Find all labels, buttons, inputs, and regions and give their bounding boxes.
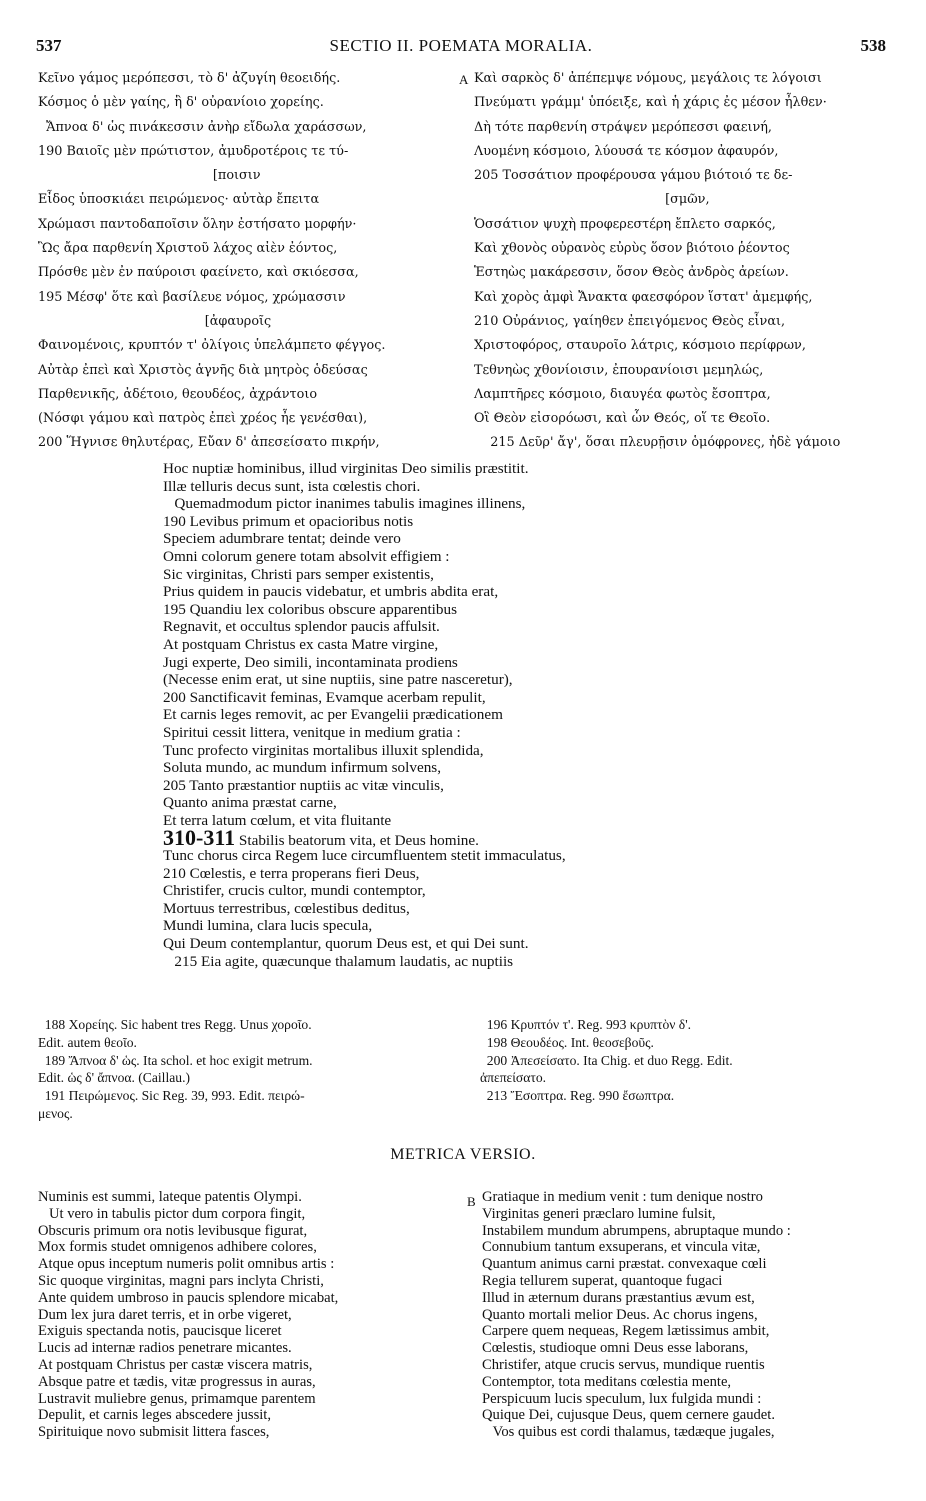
greek-verse-line: Ἄπνοα δ' ὡς πινάκεσσιν ἀνὴρ εἴδωλα χαράσσων, bbox=[38, 119, 367, 135]
metrica-verse-line: Gratiaque in medium venit : tum denique nostro bbox=[482, 1189, 763, 1205]
metrica-verse-line: Quique Dei, cujusque Deus, quem cernere gaudet. bbox=[482, 1407, 775, 1424]
latin-prose-text: Stabilis beatorum vita, et Deus homine. bbox=[238, 832, 479, 850]
metrica-verse-line: Regia tellurem superat, quantoque fugaci bbox=[482, 1272, 723, 1289]
latin-prose-line: 195 Quandiu lex coloribus obscure apparentibus bbox=[163, 600, 457, 618]
greek-text-left-column bbox=[38, 67, 458, 456]
footnote-line: 198 Θεουδέος. Int. θεοσεβοῦς. bbox=[480, 1034, 654, 1050]
latin-prose-line: Tunc chorus circa Regem luce circumfluentem stetit immaculatus, bbox=[163, 847, 566, 865]
metrica-verse-line: Quantum animus carni præstat. convexaque cœli bbox=[482, 1256, 767, 1273]
latin-prose-line bbox=[163, 825, 723, 851]
metrica-verse-line: Atque opus inceptum numeris polit omnibus artis : bbox=[38, 1256, 335, 1273]
metrica-verse-line: At postquam Christus per castæ viscera matris, bbox=[38, 1356, 313, 1373]
latin-prose-line: Sic virginitas, Christi pars semper existentis, bbox=[163, 565, 434, 583]
latin-prose-line: 210 Cœlestis, e terra properans fieri Deus, bbox=[163, 864, 420, 882]
latin-prose-line: Et carnis leges removit, ac per Evangelii prædicationem bbox=[163, 706, 503, 724]
metrica-verse-line: Illud in æternum durans præstantius ævum est, bbox=[482, 1289, 755, 1306]
metrica-verse-line: Obscuris primum ora notis levibusque figurat, bbox=[38, 1222, 308, 1239]
greek-verse-line: Χριστοφόρος, σταυροῖο λάτρις, κόσμοιο περίφρων, bbox=[474, 338, 806, 354]
latin-prose-line: Prius quidem in paucis videbatur, et umbris abdita erat, bbox=[163, 583, 499, 601]
column-reference: 310-311 bbox=[163, 825, 236, 851]
greek-verse-line: [ἀφαυροῖς bbox=[38, 313, 272, 329]
greek-verse-line: [σμῶν, bbox=[474, 192, 710, 208]
greek-verse-line: Καὶ σαρκὸς δ' ἀπέπεμψε νόμους, μεγάλοις τε λόγοισι bbox=[474, 71, 822, 86]
metrica-verse-line: Virginitas generi præclaro lumine fulsit, bbox=[482, 1205, 716, 1222]
metrica-verse-line: Spirituique novo submisit littera fasces, bbox=[38, 1424, 270, 1441]
latin-prose-line: Jugi experte, Deo simili, incontaminata prodiens bbox=[163, 653, 458, 671]
footnote-line: 188 Χορείης. Sic habent tres Regg. Unus χοροῖο. bbox=[38, 1017, 312, 1032]
greek-verse-line: Πρόσθε μὲν ἐν παύροισι φαείνετο, καὶ σκιόεσσα, bbox=[38, 265, 359, 281]
greek-verse-line: Παρθενικῆς, ἀδέτοιο, θεουδέος, ἀχράντοιο bbox=[38, 386, 318, 402]
latin-prose-line: Regnavit, et occultus splendor paucis affulsit. bbox=[163, 618, 440, 636]
metrica-versio-title: METRICA VERSIO. bbox=[390, 1146, 536, 1163]
metrica-verse-line: Dum lex jura daret terris, et in orbe vigeret, bbox=[38, 1306, 292, 1323]
latin-prose-line: Qui Deum contemplantur, quorum Deus est, et qui Dei sunt. bbox=[163, 935, 529, 953]
footnote-line: Edit. autem θεοῖο. bbox=[38, 1034, 137, 1050]
greek-verse-line: 190 Βαιοῖς μὲν πρώτιστον, ἀμυδροτέροις τε τύ- bbox=[38, 143, 349, 159]
footnote-line: μενος. bbox=[38, 1105, 73, 1121]
metrica-versio-left-column bbox=[38, 1189, 468, 1441]
greek-verse-line: Οἳ Θεὸν εἰσορόωσι, καὶ ὧν Θεός, οἵ τε Θεοῖο. bbox=[474, 411, 771, 427]
running-header bbox=[36, 36, 886, 60]
footnote-line: 213 Ἔσοπτρα. Reg. 990 ἔσωπτρα. bbox=[480, 1088, 675, 1104]
latin-prose-line: Tunc profecto virginitas mortalibus illuxit splendida, bbox=[163, 741, 484, 759]
metrica-verse-line: Christifer, atque crucis servus, mundique ruentis bbox=[482, 1356, 765, 1373]
metrica-verse-line: Ut vero in tabulis pictor dum corpora fingit, bbox=[38, 1205, 306, 1222]
metrica-verse-line: Vos quibus est cordi thalamus, tædæque jugales, bbox=[482, 1424, 775, 1441]
greek-verse-line: (Νόσφι γάμου καὶ πατρὸς ἐπεὶ χρέος ἦε γενέσθαι), bbox=[38, 411, 368, 427]
latin-prose-line: Speciem adumbrare tentat; deinde vero bbox=[163, 530, 401, 548]
greek-verse-line: 215 Δεῦρ' ἄγ', ὅσαι πλευρῇσιν ὁμόφρονες, ἠδὲ γάμοιο bbox=[474, 435, 841, 451]
latin-prose-line: (Necesse enim erat, ut sine nuptiis, sine patre nasceretur), bbox=[163, 671, 513, 689]
greek-verse-line: Φαινομένοις, κρυπτόν τ' ὀλίγοις ὑπελάμπετο φέγγος. bbox=[38, 338, 386, 354]
footnotes-left-column bbox=[38, 1016, 468, 1123]
footnote-line: ἀπεπείσατο. bbox=[480, 1070, 547, 1086]
metrica-verse-line: Contemptor, tota meditans cœlestia mente, bbox=[482, 1373, 732, 1390]
latin-prose-line: Christifer, crucis cultor, mundi contemptor, bbox=[163, 882, 426, 900]
latin-prose-line: Et terra latum cœlum, et vita fluitante bbox=[163, 811, 392, 829]
column-marker-a: A bbox=[459, 72, 469, 87]
metrica-verse-line: Mox formis studet omnigenos adhibere colores, bbox=[38, 1239, 317, 1256]
greek-verse-line: Καὶ χθονὸς οὐρανὸς εὐρὺς ὅσον βιότοιο ῥέοντος bbox=[474, 241, 790, 257]
latin-prose-line: At postquam Christus ex casta Matre virgine, bbox=[163, 635, 439, 653]
latin-prose-line: Soluta mundo, ac mundum infirmum solvens, bbox=[163, 759, 441, 777]
metrica-verse-line: Depulit, et carnis leges abscedere jussit, bbox=[38, 1407, 272, 1424]
metrica-verse-line: Carpere quem nequeas, Regem lætissimus ambit, bbox=[482, 1323, 770, 1340]
metrica-verse-line: Connubium tantum exsuperans, et vincula vitæ, bbox=[482, 1239, 761, 1256]
section-title: SECTIO II. POEMATA MORALIA. bbox=[329, 36, 593, 55]
latin-prose-translation bbox=[163, 460, 723, 970]
latin-prose-line: 215 Eia agite, quæcunque thalamum laudatis, ac nuptiis bbox=[163, 952, 514, 970]
page-number-right: 538 bbox=[860, 36, 886, 55]
metrica-verse-line: Quanto mortali melior Deus. Ac chorus ingens, bbox=[482, 1306, 758, 1323]
metrica-versio-right-column bbox=[482, 1189, 902, 1441]
footnote-line: Edit. ὡς δ' ἄπνοα. (Caillau.) bbox=[38, 1070, 190, 1086]
greek-verse-line: Ἑστηὼς μακάρεσσιν, ὅσον Θεὸς ἀνδρὸς ἀρείων. bbox=[474, 265, 789, 281]
metrica-verse-line: Cœlestis, studioque omni Deus esse laborans, bbox=[482, 1340, 749, 1357]
greek-verse-line: Καὶ χορὸς ἀμφὶ Ἄνακτα φαεσφόρον ἵστατ' ἀμεμφής, bbox=[474, 289, 813, 305]
greek-verse-line: Λαμπτῆρες κόσμοιο, διαυγέα φωτὸς ἔσοπτρα, bbox=[474, 386, 771, 402]
page-number-left: 537 bbox=[36, 36, 62, 55]
greek-verse-line: Ὣς ἄρα παρθενίη Χριστοῦ λάχος αἰὲν ἐόντος, bbox=[38, 241, 338, 257]
latin-prose-line: 200 Sanctificavit feminas, Evamque acerbam repulit, bbox=[163, 688, 486, 706]
greek-verse-line: Δὴ τότε παρθενίη στράψεν μερόπεσσι φαεινή, bbox=[474, 119, 773, 135]
metrica-verse-line: Sic quoque virginitas, magni pars inclyta Christi, bbox=[38, 1272, 324, 1289]
latin-prose-line: Quanto anima præstat carne, bbox=[163, 794, 337, 812]
metrica-verse-line: Ante quidem umbroso in paucis splendore micabat, bbox=[38, 1289, 339, 1306]
greek-verse-line: 205 Τοσσάτιον προφέρουσα γάμου βιότοιό τε δε- bbox=[474, 168, 793, 184]
metrica-verse-line: Perspicuum lucis speculum, lux fulgida mundi : bbox=[482, 1390, 762, 1407]
metrica-verse-line: Exiguis spectanda notis, paucisque liceret bbox=[38, 1323, 282, 1340]
footnote-line: 191 Πειρώμενος. Sic Reg. 39, 993. Edit. πειρώ- bbox=[38, 1088, 305, 1104]
latin-prose-line: Mortuus terrestribus, cœlestibus deditus, bbox=[163, 899, 410, 917]
footnote-line: 189 Ἄπνοα δ' ὡς. Ita schol. et hoc exigit metrum. bbox=[38, 1052, 313, 1068]
greek-verse-line: Κεῖνο γάμος μερόπεσσι, τὸ δ' ἀζυγίη θεοειδής. bbox=[38, 71, 341, 86]
latin-prose-line: 190 Levibus primum et opacioribus notis bbox=[163, 512, 414, 530]
greek-verse-line: Εἶδος ὑποσκιάει πειρώμενος· αὐτὰρ ἔπειτα bbox=[38, 192, 320, 208]
footnote-line: 196 Κρυπτόν τ'. Reg. 993 κρυπτὸν δ'. bbox=[480, 1017, 692, 1032]
greek-verse-line: [ποισιν bbox=[38, 168, 261, 184]
latin-prose-line: 205 Tanto præstantior nuptiis ac vitæ vinculis, bbox=[163, 776, 444, 794]
metrica-verse-line: Absque patre et tædis, vitæ progressus in auras, bbox=[38, 1373, 316, 1390]
latin-prose-line: Mundi lumina, clara lucis specula, bbox=[163, 917, 373, 935]
metrica-verse-line: Lucis ad internæ radios penetrare micantes. bbox=[38, 1340, 292, 1357]
greek-verse-line: Αὐτὰρ ἐπεὶ καὶ Χριστὸς ἁγνῆς διὰ μητρὸς ὁδεύσας bbox=[38, 362, 368, 378]
latin-prose-line: Omni colorum genere totam absolvit effigiem : bbox=[163, 547, 450, 565]
metrica-verse-line: Lustravit muliebre genus, primamque parentem bbox=[38, 1390, 316, 1407]
latin-prose-line: Hoc nuptiæ hominibus, illud virginitas Deo similis præstitit. bbox=[163, 460, 529, 477]
greek-verse-line: Ὁσσάτιον ψυχὴ προφερεστέρη ἔπλετο σαρκός, bbox=[474, 216, 776, 232]
latin-prose-line: Illæ telluris decus sunt, ista cœlestis chori. bbox=[163, 477, 421, 495]
footnote-line: 200 Ἀπεσείσατο. Ita Chig. et duo Regg. Edit. bbox=[480, 1052, 733, 1068]
footnotes-right-column bbox=[480, 1016, 900, 1105]
greek-verse-line: 200 Ἥγνισε θηλυτέρας, Εὔαν δ' ἀπεσείσατο πικρήν, bbox=[38, 435, 380, 451]
latin-prose-line: Quemadmodum pictor inanimes tabulis imagines illinens, bbox=[163, 495, 526, 513]
greek-verse-line: Χρώμασι παντοδαποῖσιν ὅλην ἐστήσατο μορφήν· bbox=[38, 216, 357, 232]
greek-verse-line: 195 Μέσφ' ὅτε καὶ βασίλευε νόμος, χρώμασσιν bbox=[38, 289, 346, 305]
latin-prose-line: Spiritui cessit littera, venitque in medium gratia : bbox=[163, 723, 461, 741]
metrica-verse-line: Numinis est summi, lateque patentis Olympi. bbox=[38, 1189, 302, 1205]
greek-verse-line: Κόσμος ὁ μὲν γαίης, ἣ δ' οὐρανίοιο χορείης. bbox=[38, 95, 324, 111]
greek-verse-line: Πνεύματι γράμμ' ὑπόειξε, καὶ ἡ χάρις ἐς μέσον ἦλθεν· bbox=[474, 95, 827, 111]
column-marker-b: B bbox=[467, 1194, 476, 1209]
greek-text-right-column bbox=[474, 67, 894, 456]
greek-verse-line: Λυομένη κόσμοιο, λύουσά τε κόσμον ἀφαυρόν, bbox=[474, 143, 779, 159]
greek-verse-line: 210 Οὐράνιος, γαίηθεν ἐπειγόμενος Θεὸς εἶναι, bbox=[474, 313, 786, 329]
metrica-verse-line: Instabilem mundum abrumpens, abruptaque mundo : bbox=[482, 1222, 791, 1239]
greek-verse-line: Τεθνηὼς χθονίοισιν, ἐπουρανίοισι μεμηλώς, bbox=[474, 362, 764, 378]
